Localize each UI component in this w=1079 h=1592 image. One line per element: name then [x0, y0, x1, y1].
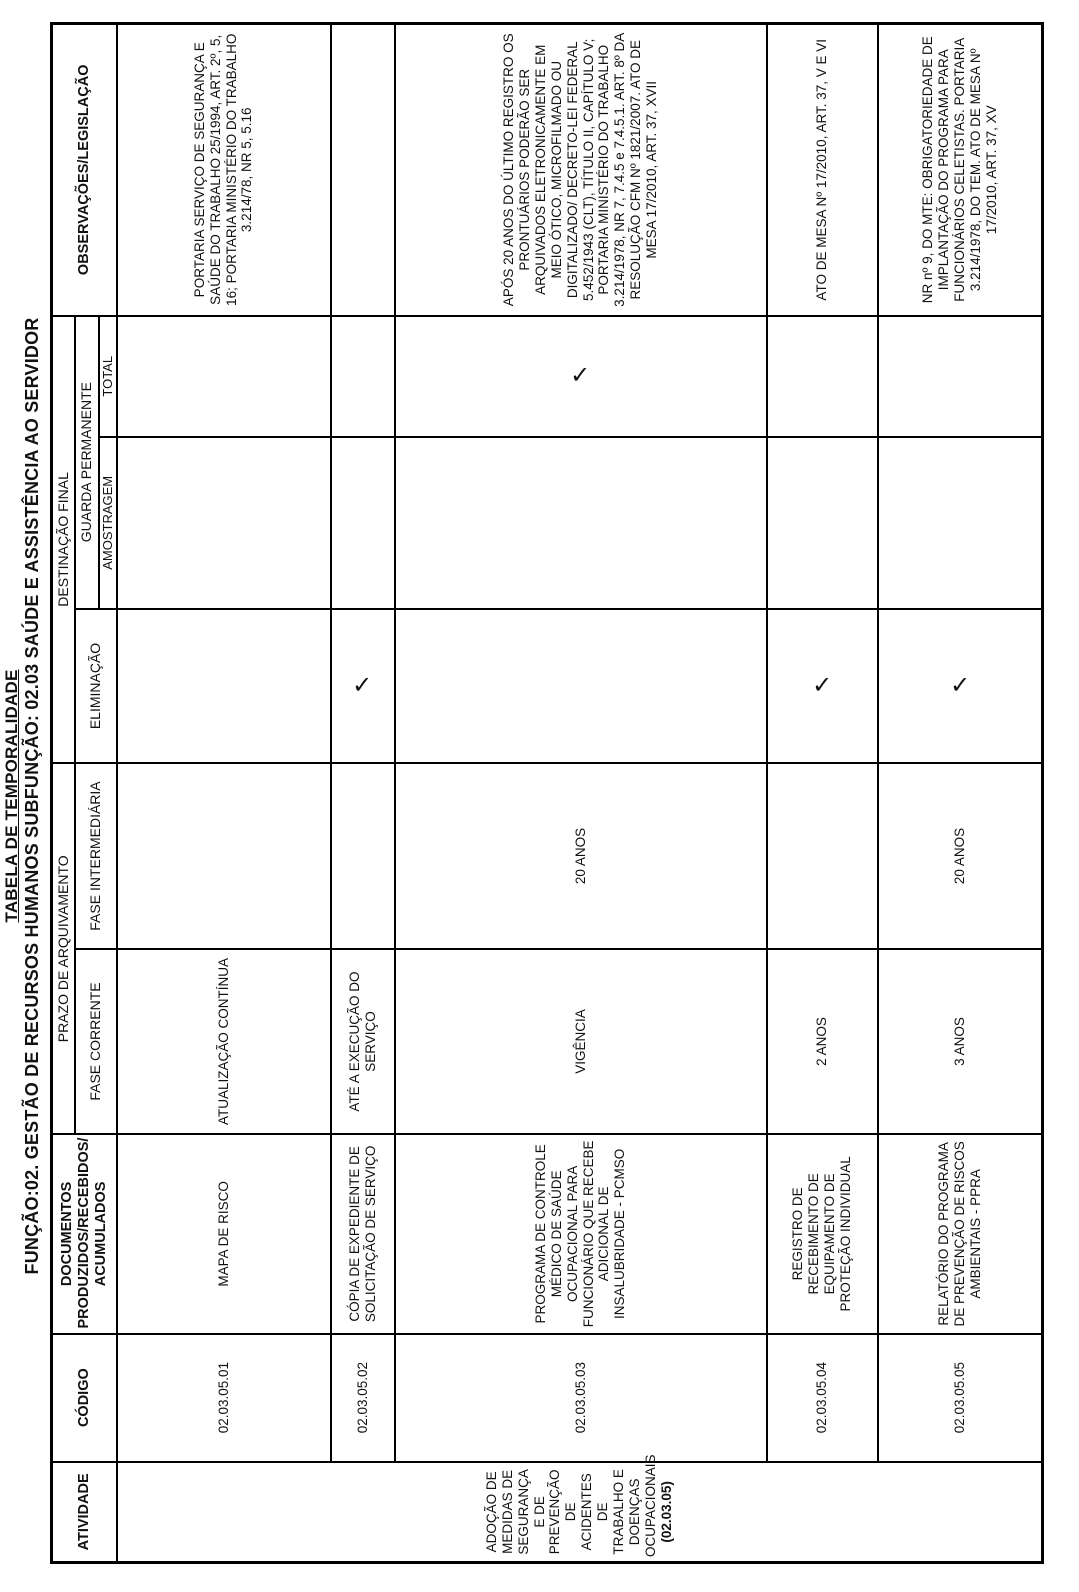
- total-cell: [395, 316, 767, 437]
- documento-cell: PROGRAMA DE CONTROLE MÉDICO DE SAÚDE OCUPACIONAL PARA FUNCIONÁRIO QUE RECEBE ADICIONAL DE INSALUBRIDADE - PCMSO: [395, 1134, 767, 1333]
- table-row: [767, 24, 878, 1563]
- temporality-table: [50, 22, 1044, 1564]
- fase-intermediaria-cell: 20 ANOS: [878, 763, 1043, 949]
- header-guarda-permanente: GUARDA PERMANENTE: [75, 316, 99, 609]
- header-atividade: ATIVIDADE: [52, 1462, 117, 1563]
- fase-corrente-cell: VIGÊNCIA: [395, 949, 767, 1135]
- observacoes-cell: NR nº 9, DO MTE: OBRIGATORIEDADE DE IMPLANTAÇÃO DO PROGRAMA PARA FUNCIONÁRIOS CELETISTAS. PORTARIA 3.214/1978, DO TEM. ATO DE MESA Nº 17/2010, ART. 37, XV: [878, 24, 1043, 316]
- documento-cell: RELATÓRIO DO PROGRAMA DE PREVENÇÃO DE RISCOS AMBIENTAIS - PPRA: [878, 1134, 1043, 1333]
- check-mark-icon: ✓: [570, 362, 591, 390]
- header-documentos: DOCUMENTOS PRODUZIDOS/RECEBIDOS/ ACUMULADOS: [52, 1134, 117, 1333]
- fase-corrente-cell: 3 ANOS: [878, 949, 1043, 1135]
- eliminacao-cell: [331, 609, 395, 764]
- documento-cell: MAPA DE RISCO: [117, 1134, 331, 1333]
- documento-cell: CÓPIA DE EXPEDIENTE DE SOLICITAÇÃO DE SERVIÇO: [331, 1134, 395, 1333]
- total-cell: [878, 316, 1043, 437]
- observacoes-cell: APÓS 20 ANOS DO ÚLTIMO REGISTRO OS PRONTUÁRIOS PODERÃO SER ARQUIVADOS ELETRONICAMENTE EM MEIO ÓTICO, MICROFILMADO OU DIGITALIZADO/ DECRETO-LEI FEDERAL 5.452/1943 (CLT), TÍTULO II, CAPÍTULO V; PORTARIA MINISTÉRIO DO TRABALHO 3.214/1978, NR 7, 7.4.5 e 7.4.5.1. ART. 8º DA RESOLUÇÃO CFM Nº 1821/2007. ATO DE MESA 17/2010, ART. 37, XVII: [395, 24, 767, 316]
- amostragem-cell: [767, 437, 878, 609]
- observacoes-cell: PORTARIA SERVIÇO DE SEGURANÇA E SAÚDE DO TRABALHO 25/1994, ART. 2º, 5, 16; PORTARIA MINISTÉRIO DO TRABALHO 3.214/78, NR 5, 5.16: [117, 24, 331, 316]
- header-total: TOTAL: [99, 316, 117, 437]
- amostragem-cell: [331, 437, 395, 609]
- eliminacao-cell: [117, 609, 331, 764]
- table-title: TABELA DE TEMPORALIDADE: [2, 669, 21, 923]
- atividade-code: (02.03.05): [658, 1481, 674, 1543]
- header-codigo: CÓDIGO: [52, 1334, 117, 1462]
- check-mark-icon: ✓: [811, 671, 833, 699]
- fase-intermediaria-cell: 20 ANOS: [395, 763, 767, 949]
- eliminacao-cell: [395, 609, 767, 764]
- codigo-cell: 02.03.05.01: [117, 1334, 331, 1462]
- fase-intermediaria-cell: [117, 763, 331, 949]
- eliminacao-cell: [878, 609, 1043, 764]
- codigo-cell: 02.03.05.03: [395, 1334, 767, 1462]
- fase-intermediaria-cell: [767, 763, 878, 949]
- header-destinacao: DESTINAÇÃO FINAL: [52, 316, 75, 764]
- total-cell: [117, 316, 331, 437]
- fase-corrente-cell: ATUALIZAÇÃO CONTÍNUA: [117, 949, 331, 1135]
- eliminacao-cell: [767, 609, 878, 764]
- observacoes-cell: ATO DE MESA Nº 17/2010, ART. 37, V E VI: [767, 24, 878, 316]
- header-fase-corrente: FASE CORRENTE: [75, 949, 117, 1135]
- amostragem-cell: [117, 437, 331, 609]
- codigo-cell: 02.03.05.05: [878, 1334, 1043, 1462]
- table-row: [395, 24, 767, 1563]
- header-fase-intermediaria: FASE INTERMEDIÁRIA: [75, 763, 117, 949]
- table-row: [117, 24, 331, 1563]
- header-prazo: PRAZO DE ARQUIVAMENTO: [52, 763, 75, 1134]
- check-mark-icon: ✓: [352, 671, 373, 699]
- observacoes-cell: [331, 24, 395, 316]
- total-cell: [331, 316, 395, 437]
- fase-corrente-cell: ATÉ A EXECUÇÃO DO SERVIÇO: [331, 949, 395, 1135]
- amostragem-cell: [878, 437, 1043, 609]
- codigo-cell: 02.03.05.02: [331, 1334, 395, 1462]
- table-subtitle: FUNÇÃO:02. GESTÃO DE RECURSOS HUMANOS SUBFUNÇÃO: 02.03 SAÚDE E ASSISTÊNCIA AO SERVIDOR: [22, 317, 42, 1275]
- amostragem-cell: [395, 437, 767, 609]
- header-observacoes: OBSERVAÇÕES/LEGISLAÇÃO: [52, 24, 117, 316]
- header-amostragem: AMOSTRAGEM: [99, 437, 117, 609]
- atividade-cell: [117, 1454, 1043, 1563]
- table-row: [878, 24, 1043, 1563]
- fase-intermediaria-cell: [331, 763, 395, 949]
- codigo-cell: 02.03.05.04: [767, 1334, 878, 1462]
- documento-cell: REGISTRO DE RECEBIMENTO DE EQUIPAMENTO DE PROTEÇÃO INDIVIDUAL: [767, 1134, 878, 1333]
- fase-corrente-cell: 2 ANOS: [767, 949, 878, 1135]
- table-row: [331, 24, 395, 1563]
- header-eliminacao: ELIMINAÇÃO: [75, 609, 117, 764]
- total-cell: [767, 316, 878, 437]
- check-mark-icon: ✓: [949, 671, 970, 699]
- atividade-text: ADOÇÃO DE MEDIDAS DE SEGURANÇA E DE PREVENÇÃO DE ACIDENTES DE TRABALHO E DOENÇAS OCUPACIONAIS: [483, 1454, 658, 1557]
